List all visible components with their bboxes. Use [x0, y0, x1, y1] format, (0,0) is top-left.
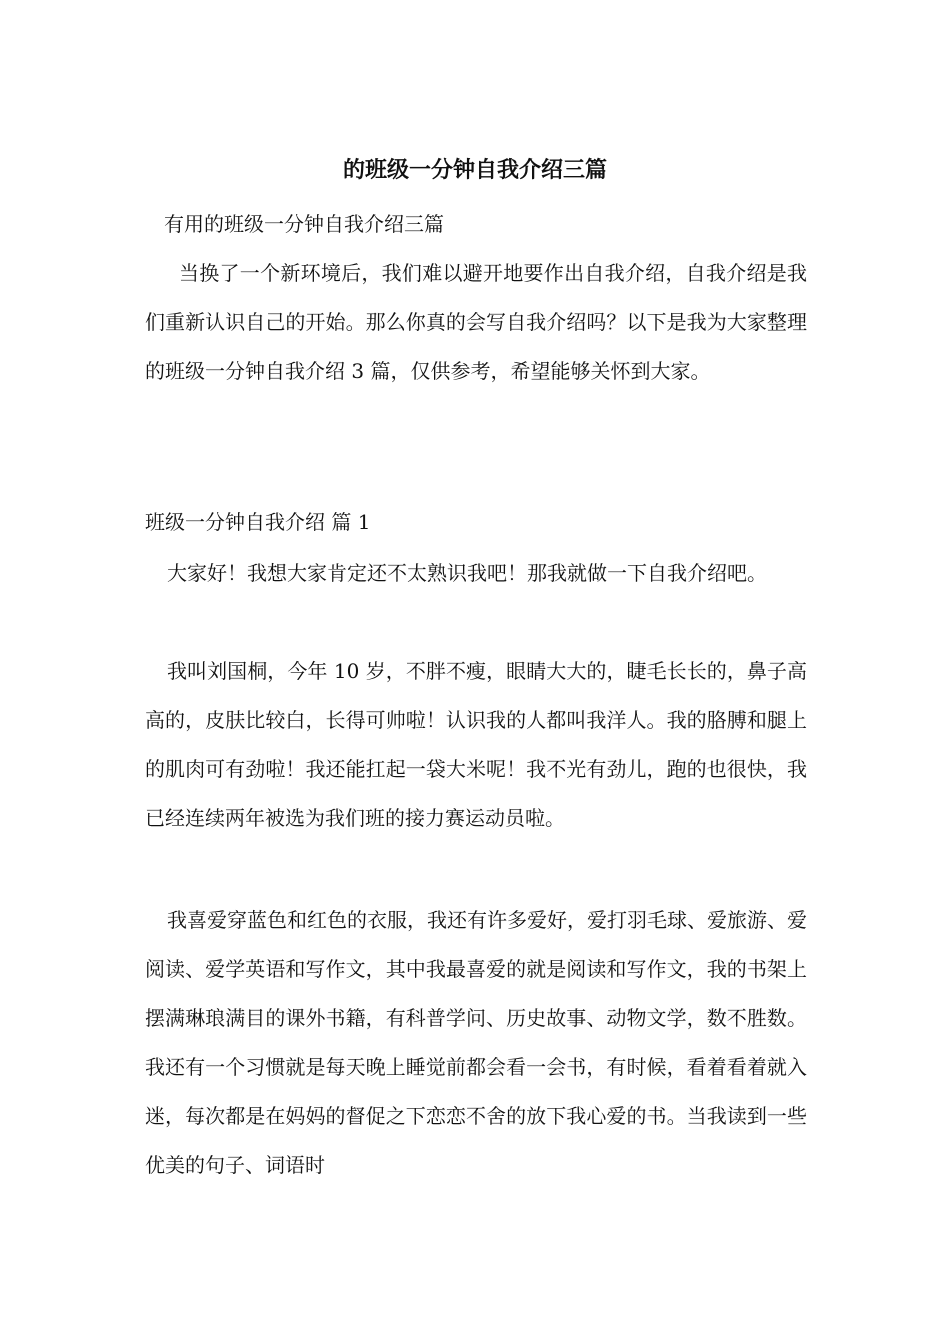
- document-title: 的班级一分钟自我介绍三篇: [342, 157, 607, 183]
- body-paragraph: 我喜爱穿蓝色和红色的衣服，我还有许多爱好，爱打羽毛球、爱旅游、爱阅读、爱学英语和写作文，其中我最喜爱的就是阅读和写作文，我的书架上摆满琳琅满目的课外书籍，有科普学问、历史故事、动物文学，数不胜数。我还有一个习惯就是每天晚上睡觉前都会看一会书，有时候，看着看着就入迷，每次都是在妈妈的督促之下恋恋不舍的放下我心爱的书。当我读到一些优美的句子、词语时: [145, 908, 807, 1177]
- intro-paragraph: 当换了一个新环境后，我们难以避开地要作出自我介绍，自我介绍是我们重新认识自己的开始。那么你真的会写自我介绍吗？以下是我为大家整理的班级一分钟自我介绍 3 篇，仅供参考，希望能够关怀到大家。: [145, 261, 807, 383]
- section-heading: 班级一分钟自我介绍 篇 1: [145, 510, 371, 534]
- document-subtitle: 有用的班级一分钟自我介绍三篇: [164, 212, 444, 236]
- body-paragraph: 我叫刘国桐，今年 10 岁，不胖不瘦，眼睛大大的，睫毛长长的，鼻子高高的，皮肤比较白，长得可帅啦！认识我的人都叫我洋人。我的胳膊和腿上的肌肉可有劲啦！我还能扛起一袋大米呢！我不光有劲儿，跑的也很快，我已经连续两年被选为我们班的接力赛运动员啦。: [145, 659, 807, 830]
- body-paragraph: 大家好！我想大家肯定还不太熟识我吧！那我就做一下自我介绍吧。: [167, 561, 767, 585]
